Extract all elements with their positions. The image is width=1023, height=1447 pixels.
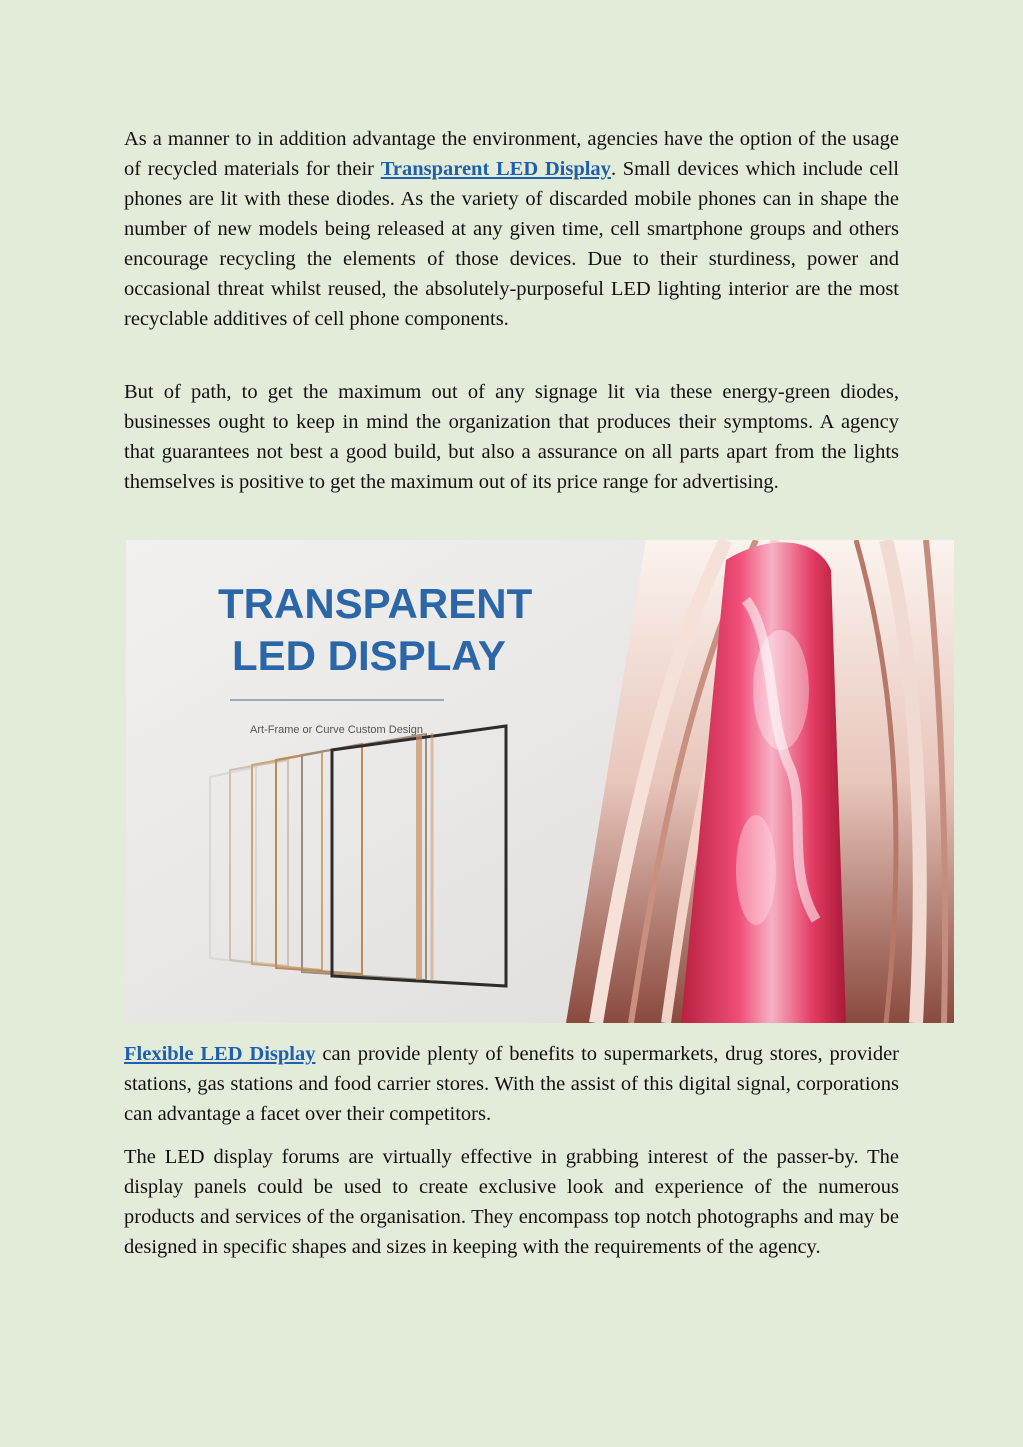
paragraph-text: . Small devices which include cell phones are lit with these diodes. As the variety of discarded mobile phones can in shape the number of new models being released at any given time, cell smartphone groups and others encourage recycling the elements of those devices. Due to their sturdiness, power and occasional threat whilst reused, the absolutely-purposeful LED lighting interior are the most recyclable additives of cell phone components. [124,158,899,330]
figure-title-line2: LED DISPLAY [232,632,506,679]
transparent-led-display-image [126,540,954,1023]
paragraph-recycling [124,124,899,334]
paragraph-display-forums: The LED display forums are virtually effective in grabbing interest of the passer-by. The display panels could be used to create exclusive look and experience of the numerous products and services of the organisation. They encompass top notch photographs and may be designed in specific shapes and sizes in keeping with the requirements of the agency. [124,1146,899,1258]
paragraph-text: As a manner to in addition advantage the environment, agencies have the option of the usage of recycled materials for their [124,128,899,180]
paragraph-flexible-display [124,1039,899,1129]
flexible-led-display-link[interactable]: Flexible LED Display [124,1043,316,1065]
paragraph-text: can provide plenty of benefits to supermarkets, drug stores, provider stations, gas stations and food carrier stores. With the assist of this digital signal, corporations can advantage a facet over their competitors. [124,1043,899,1125]
figure-illustration [126,540,954,1023]
figure-subtitle: Art-Frame or Curve Custom Design [250,724,423,736]
paragraph-signage: But of path, to get the maximum out of any signage lit via these energy-green diodes, businesses ought to keep in mind the organization that produces their symptoms. A agency that guarantees not best a good build, but also a assurance on all parts apart from the lights themselves is positive to get the maximum out of its price range for advertising. [124,381,899,493]
transparent-led-display-link[interactable]: Transparent LED Display [380,158,611,180]
figure-title-line1: TRANSPARENT [218,580,533,627]
